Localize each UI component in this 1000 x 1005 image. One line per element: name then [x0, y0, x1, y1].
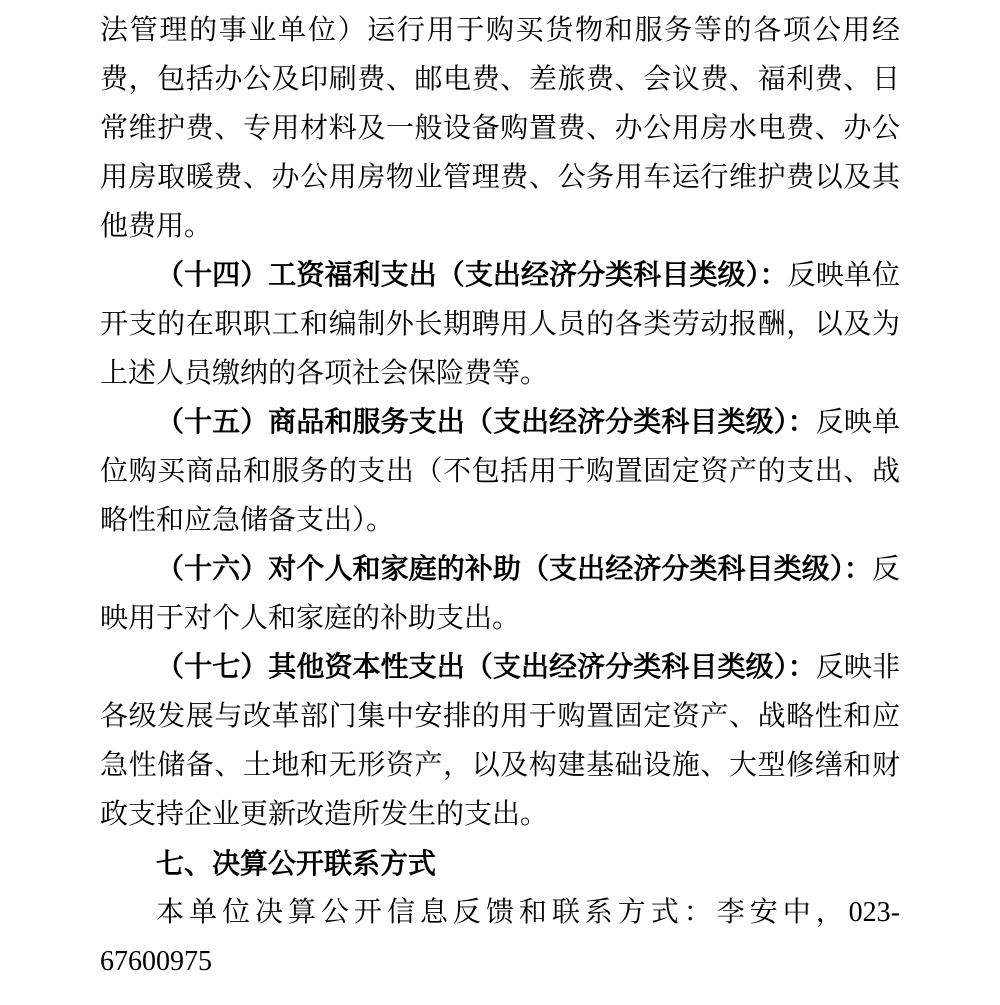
- paragraph-item-16-individual-family-subsidy: [100, 545, 900, 643]
- paragraph-text: 法管理的事业单位）运行用于购买货物和服务等的各项公用经费，包括办公及印刷费、邮电费、差旅费、会议费、福利费、日常维护费、专用材料及一般设备购置费、办公用房水电费、办公用房取暖费、办公用房物业管理费、公务用车运行维护费以及其他费用。: [100, 15, 900, 242]
- paragraph-lead: （十七）其他资本性支出（支出经济分类科目类级）：: [156, 652, 816, 683]
- paragraph-lead: （十六）对个人和家庭的补助（支出经济分类科目类级）：: [156, 554, 872, 585]
- paragraph-text: 反映用于对个人和家庭的补助支出。: [100, 554, 900, 634]
- paragraph-item-14-salary-welfare: [100, 251, 900, 398]
- paragraph-lead: （十四）工资福利支出（支出经济分类科目类级）：: [156, 260, 788, 291]
- paragraph-text: 本单位决算公开信息反馈和联系方式：李安中，023-67600975: [100, 897, 900, 977]
- paragraph-contact-details: [100, 888, 900, 986]
- paragraph-text: 反映单位开支的在职职工和编制外长期聘用人员的各类劳动报酬，以及为上述人员缴纳的各项社会保险费等。: [100, 260, 900, 389]
- paragraph-text: 反映非各级发展与改革部门集中安排的用于购置固定资产、战略性和应急性储备、土地和无形资产，以及构建基础设施、大型修缮和财政支持企业更新改造所发生的支出。: [100, 652, 900, 830]
- paragraph-item-17-other-capital-expenditure: [100, 643, 900, 839]
- heading-text: 七、决算公开联系方式: [156, 848, 437, 879]
- paragraph-item-15-goods-services: [100, 398, 900, 545]
- paragraph-public-funds: [100, 6, 900, 251]
- paragraph-text: 反映单位购买商品和服务的支出（不包括用于购置固定资产的支出、战略性和应急储备支出）。: [100, 407, 900, 536]
- paragraph-lead: （十五）商品和服务支出（支出经济分类科目类级）：: [156, 407, 816, 438]
- section-heading-contact-info: [100, 839, 900, 888]
